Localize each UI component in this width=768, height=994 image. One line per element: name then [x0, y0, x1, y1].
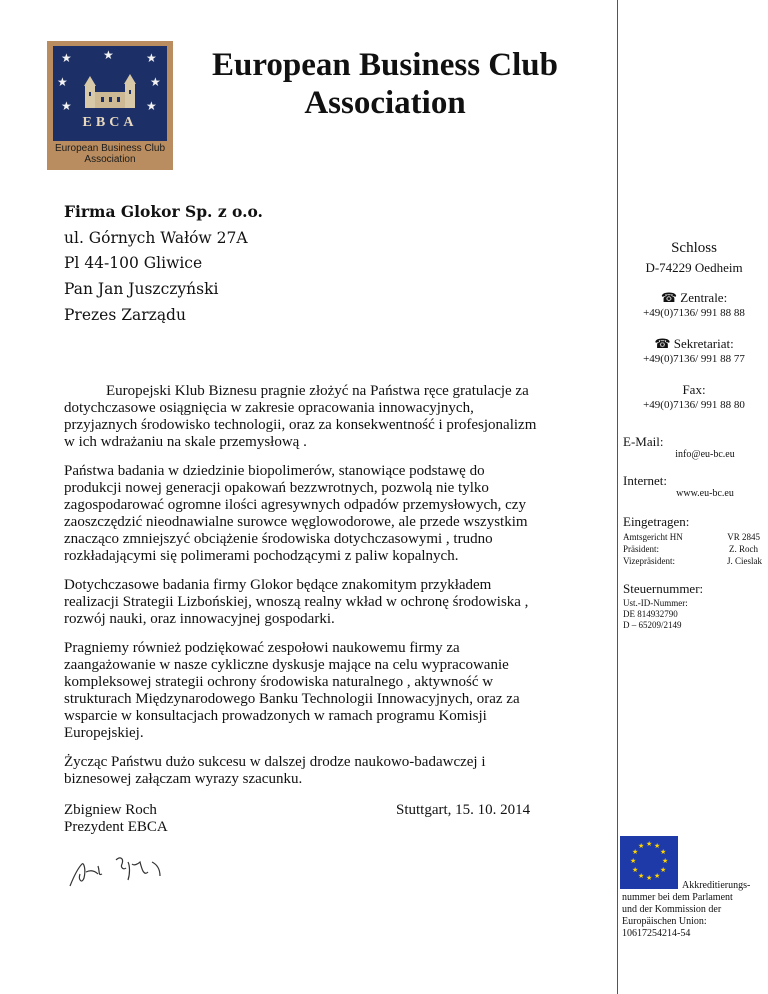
logo-abbreviation: EBCA	[82, 115, 138, 130]
letter-paragraph-1: Europejski Klub Biznesu pragnie złożyć na Państwa ręce gratulacje za dotychczasowe osiągnięcia w zakresie opracowania innowacyjnych, przyjaznych środowisko technologii, oraz za konsekwentność i profesjonalizm w ich wdrażaniu na skale przemysłową .	[64, 383, 537, 450]
accreditation-note: Akkreditierungs- nummer bei dem Parlament und der Kommission der Europäischen Union: 10617254214-54	[622, 880, 751, 939]
sekretariat-phone: +49(0)7136/ 991 88 77	[643, 353, 745, 365]
star-icon: ★	[61, 99, 72, 113]
logo-emblem	[53, 46, 167, 141]
star-icon: ★	[146, 51, 157, 65]
letter-closing: Życząc Państwu dużo sukcesu w dalszej drodze naukowo-badawczej i biznesowej załączam wyrazy szacunku.	[64, 754, 486, 787]
sidebar-postcode: D-74229 Oedheim	[645, 260, 743, 275]
letter-paragraph-2: Państwa badania w dziedzinie biopolimerów, stanowiące podstawę do produkcji nowej generacji opakowań bezzwrotnych, pozwolą nie tylko zagospodarować ogromne ilości agresywnych odpadów przemysłowych, czy zaoszczędzić nieodnawialne surowce węglowodorowe, ale przede wszystkim znacząco zmniejszyć obciążenie środowiska dotychczasowymi , trudno rozkładającymi się polimerami pochodzącymi z paliw kopalnych.	[64, 463, 528, 564]
eingetragen-heading: Eingetragen:	[623, 514, 690, 529]
ebca-logo	[47, 41, 173, 170]
internet-heading: Internet:	[623, 473, 668, 488]
eu-flag-icon: ★ ★ ★ ★ ★ ★ ★ ★ ★ ★ ★ ★	[620, 836, 678, 889]
steuernummer-details: Ust.-ID-Nummer: DE 814932790 D – 65209/2149	[623, 598, 688, 630]
handwritten-signature	[64, 850, 174, 892]
star-icon: ★	[146, 99, 157, 113]
fax-heading: Fax:	[682, 382, 706, 397]
place-date: Stuttgart, 15. 10. 2014	[396, 802, 531, 818]
logo-caption: European Business Club Association	[54, 143, 166, 165]
email-heading: E-Mail:	[623, 434, 664, 449]
sidebar-place: Schloss	[671, 240, 717, 256]
castle-icon	[81, 70, 139, 110]
recipient-street: ul. Górnych Wałów 27A	[64, 229, 248, 247]
letter-paragraph-4: Pragniemy również podziękować zespołowi naukowemu firmy za zaangażowanie w nasze cykliczne dyskusje mające na celu wypracowanie kompleksowej strategii ochrony środowiska naturalnego , aktywność w strukturach Międzynarodowego Banku Technologii Innowacyjnych, oraz za wsparcie w konsultacjach prowadzonych w ramach programu Komisji Europejskiej.	[64, 640, 520, 741]
recipient-city: Pl 44-100 Gliwice	[64, 254, 203, 272]
signer-name: Zbigniew Roch	[64, 802, 157, 818]
zentrale-heading: ☎ Zentrale:	[660, 290, 728, 305]
email-value: info@eu-bc.eu	[675, 449, 735, 460]
registration-row: Präsident: Z. Roch	[623, 544, 758, 554]
signature-block	[64, 802, 624, 836]
star-icon: ★	[57, 75, 68, 89]
recipient-person: Pan Jan Juszczyński	[64, 280, 219, 298]
phone-icon: ☎	[654, 336, 671, 351]
registration-table	[623, 531, 768, 567]
recipient-role: Prezes Zarządu	[64, 306, 186, 324]
internet-value: www.eu-bc.eu	[676, 488, 734, 499]
zentrale-phone: +49(0)7136/ 991 88 88	[643, 307, 745, 319]
star-icon: ★	[103, 48, 114, 62]
fax-number: +49(0)7136/ 991 88 80	[643, 399, 745, 411]
page-title: European Business Club Association	[211, 47, 559, 121]
recipient-company: Firma Glokor Sp. z o.o.	[64, 202, 263, 221]
signer-title: Prezydent EBCA	[64, 819, 168, 835]
registration-row: Vizepräsident: J. Cieslak	[623, 556, 762, 566]
letter-paragraph-3: Dotychczasowe badania firmy Glokor będące znakomitym przykładem realizacji Strategii Lizbońskiej, wnoszą realny wkład w ochronę środowiska , rozwój nauki, oraz innowacyjnej gospodarki.	[64, 577, 529, 627]
registration-row: Amtsgericht HN VR 2845	[623, 532, 760, 542]
star-icon: ★	[61, 51, 72, 65]
star-icon: ★	[150, 75, 161, 89]
sekretariat-heading: ☎ Sekretariat:	[654, 336, 734, 351]
phone-icon: ☎	[660, 290, 678, 305]
steuernummer-heading: Steuernummer:	[623, 581, 704, 596]
